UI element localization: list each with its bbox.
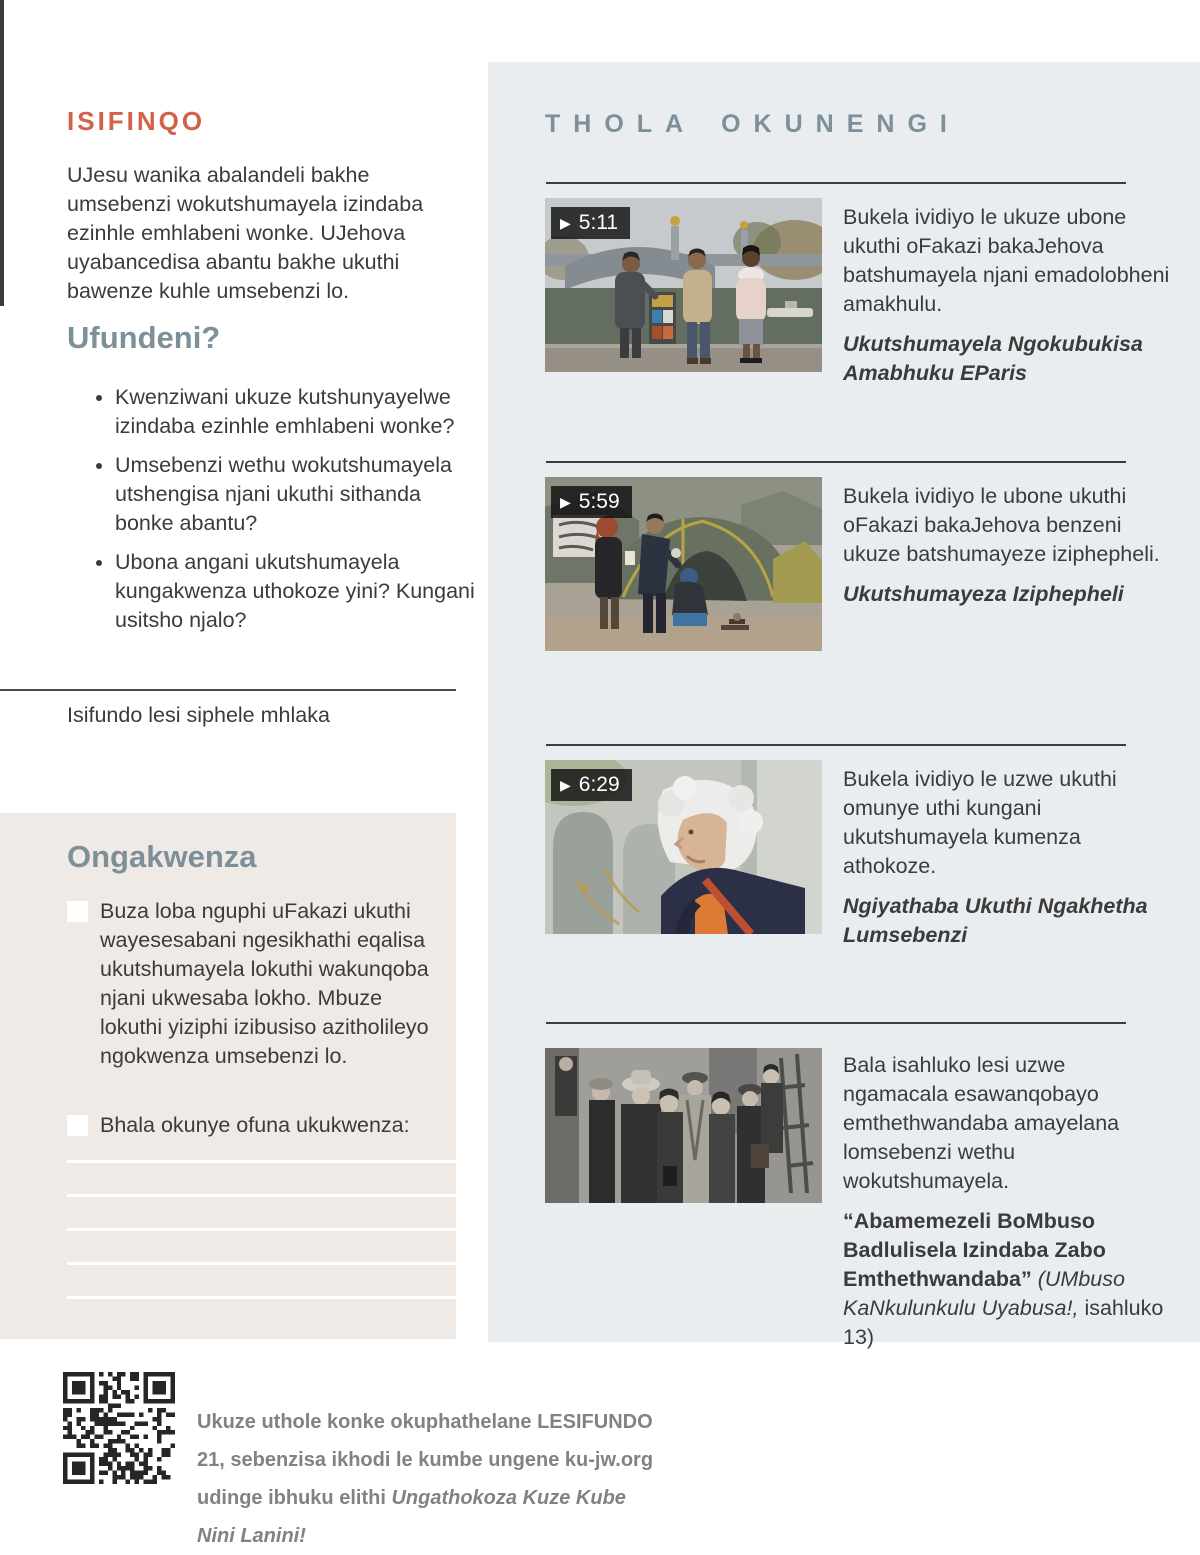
play-icon: ▶ [560, 214, 571, 231]
video-description: Bukela ividiyo le uzwe ukuthi omunye uthi kungani ukutshumayela kumenza athokoze. [843, 767, 1117, 878]
footer-text-1: Ukuze uthole konke okuphathelane [197, 1411, 532, 1433]
video-title[interactable]: Ngiyathaba Ukuthi Ngakhetha Lumsebenzi [843, 894, 1148, 947]
review-question: • Ubona angani ukutshumayela kungakwenza uthokoze yini? Kungani usitsho njalo? [115, 548, 483, 635]
footer-lesson-ref: LESIFUNDO 21, [197, 1411, 653, 1471]
row-divider [546, 744, 1126, 746]
goal-checkbox[interactable] [67, 901, 88, 922]
chapter-description: Bala isahluko lesi uzwe ngamacala esawanqobayo emthethwandaba amayelana lomsebenzi wethu wokutshumayela. [843, 1053, 1120, 1193]
video-text-block [843, 203, 1171, 388]
video-thumbnail-camp[interactable] [545, 477, 822, 651]
review-question-list [67, 383, 483, 645]
video-description: Bukela ividiyo le ubone ukuthi oFakazi bakaJehova benzeni ukuze batshumayeze iziphepheli. [843, 484, 1160, 566]
row-divider [546, 182, 1126, 184]
review-heading: Ufundeni? [67, 320, 221, 355]
video-thumbnail-paris[interactable] [545, 198, 822, 372]
video-duration: 5:11 [578, 211, 619, 234]
goals-box [0, 813, 456, 1339]
chapter-title[interactable] [843, 1207, 1171, 1352]
chapter-number: isahluko 13) [843, 1296, 1164, 1349]
review-question: • Umsebenzi wethu wokutshumayela utshengisa njani ukuthi sithanda bonke abantu? [115, 451, 483, 538]
goal-item: Bhala okunye ofuna ukukwenza: [100, 1113, 410, 1137]
write-line[interactable] [67, 1296, 456, 1299]
explore-heading: THOLA OKUNENGI [545, 110, 960, 138]
chapter-text-block [843, 1051, 1171, 1352]
video-text-block [843, 765, 1171, 950]
completion-date-label: Isifundo lesi siphele mhlaka [67, 703, 330, 727]
video-title[interactable]: Ukutshumayeza Iziphepheli [843, 582, 1124, 606]
video-text-block [843, 482, 1171, 609]
play-icon: ▶ [560, 493, 571, 510]
qr-code-image [63, 1372, 175, 1484]
video-duration-badge [551, 486, 632, 518]
row-divider [546, 461, 1126, 463]
footer-text-2: sebenzisa ikhodi le kumbe ungene ku-jw.org udinge ibhuku elithi [197, 1449, 654, 1509]
goals-heading: Ongakwenza [67, 839, 257, 874]
row-divider [546, 1022, 1126, 1024]
page-edge-mark [0, 0, 4, 306]
goal-item: Buza loba nguphi uFakazi ukuthi wayesesabani ngesikhathi eqalisa ukutshumayela lokuthi wakunqoba njani ukwesaba lokho. Mbuze lokuthi yiziphi izibusiso azitholileyo ngokwenza umsebenzi lo. [100, 899, 429, 1068]
summary-paragraph: UJesu wanika abalandeli bakhe umsebenzi wokutshumayela izindaba ezinhle emhlabeni wonke. UJehova uyabancedisa abantu bakhe ukuthi bawenze kuhle umsebenzi lo. [67, 163, 424, 303]
video-title[interactable]: Ukutshumayela Ngokubukisa Amabhuku EParis [843, 332, 1143, 385]
chapter-photo [545, 1048, 822, 1203]
footer-instructions [197, 1403, 667, 1555]
video-duration: 6:29 [578, 773, 620, 796]
explore-panel [488, 62, 1200, 1349]
review-question: • Kwenziwani ukuze kutshunyayelwe izindaba ezinhle emhlabeni wonke? [115, 383, 483, 441]
goal-checkbox[interactable] [67, 1115, 88, 1136]
write-line[interactable] [67, 1194, 456, 1197]
video-duration-badge [551, 769, 632, 801]
video-description: Bukela ividiyo le ukuze ubone ukuthi oFakazi bakaJehova batshumayela njani emadolobheni amakhulu. [843, 205, 1170, 316]
thumbnail-image-court [545, 1048, 822, 1203]
summary-heading: ISIFINQO [67, 106, 206, 136]
chapter-source-title: (UMbuso KaNkulunkulu Uyabusa!, [843, 1267, 1125, 1320]
chapter-title-quote: “Abamemezeli BoMbuso Badlulisela Izindaba Zabo Emthethwandaba” [843, 1209, 1106, 1291]
write-line[interactable] [67, 1160, 456, 1163]
write-line[interactable] [67, 1228, 456, 1231]
play-icon: ▶ [560, 776, 571, 793]
video-thumbnail-sister[interactable] [545, 760, 822, 934]
section-divider [0, 689, 456, 691]
write-line[interactable] [67, 1262, 456, 1265]
qr-code [63, 1372, 175, 1484]
footer-book-title: Ungathokoza Kuze Kube Nini Lanini! [197, 1487, 626, 1547]
video-duration: 5:59 [578, 490, 620, 513]
video-duration-badge [551, 207, 630, 239]
